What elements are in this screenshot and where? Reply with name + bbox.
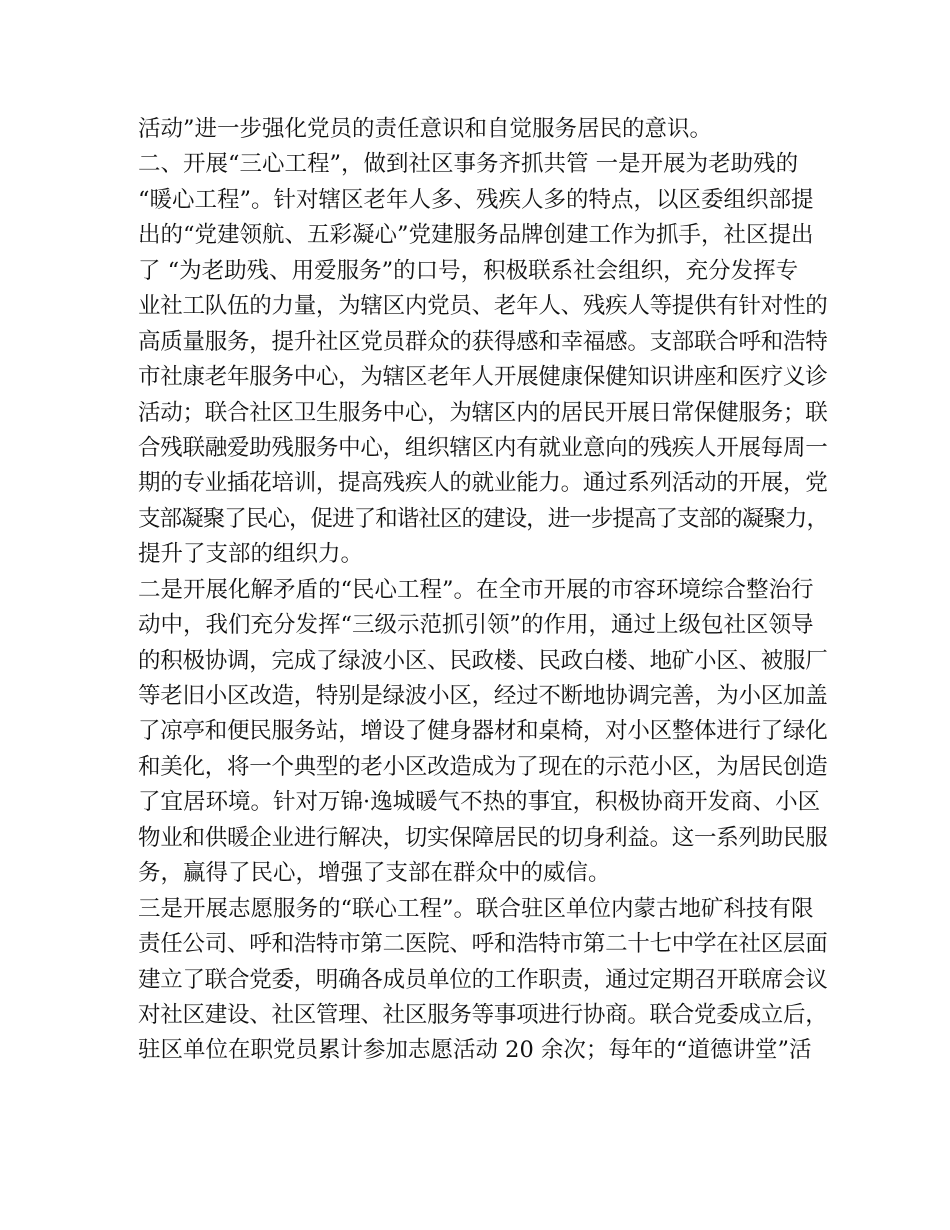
text-line: 务，赢得了民心，增强了支部在群众中的威信。 [138, 860, 611, 887]
text-line: 期的专业插花培训，提高残疾人的就业能力。通过系列活动的开展，党 [138, 470, 828, 497]
paragraph-start-line: 三是开展志愿服务的“联心工程”。联合驻区单位内蒙古地矿科技有限 [138, 895, 814, 922]
text-line: 了凉亭和便民服务站，增设了健身器材和桌椅，对小区整体进行了绿化 [138, 718, 828, 745]
paragraph-start-line: 二是开展化解矛盾的“民心工程”。在全市开展的市容环境综合整治行 [138, 576, 814, 603]
text-line: 高质量服务，提升社区党员群众的获得感和幸福感。支部联合呼和浩特 [138, 328, 828, 355]
document-body [138, 112, 828, 1069]
text-line: 活动；联合社区卫生服务中心，为辖区内的居民开展日常保健服务；联 [138, 399, 828, 426]
text-line: 市社康老年服务中心，为辖区老年人开展健康保健知识讲座和医疗义诊 [138, 364, 828, 391]
text-line: 业社工队伍的力量，为辖区内党员、老年人、残疾人等提供有针对性的 [138, 293, 828, 320]
text-line: 建立了联合党委，明确各成员单位的工作职责，通过定期召开联席会议 [138, 966, 828, 993]
text-line: 的积极协调，完成了绿波小区、民政楼、民政白楼、地矿小区、被服厂 [138, 647, 828, 674]
text-line: 动中，我们充分发挥“三级示范抓引领”的作用，通过上级包社区领导 [138, 612, 814, 639]
text-line: 驻区单位在职党员累计参加志愿活动 20 余次；每年的“道德讲堂”活 [138, 1037, 812, 1064]
text-line: 对社区建设、社区管理、社区服务等事项进行协商。联合党委成立后， [138, 1001, 828, 1028]
text-line: 支部凝聚了民心，促进了和谐社区的建设，进一步提高了支部的凝聚力， [138, 505, 829, 532]
text-line: 提升了支部的组织力。 [138, 541, 364, 568]
text-line: “暖心工程”。针对辖区老年人多、残疾人多的特点，以区委组织部提 [138, 186, 814, 213]
text-line: 了宜居环境。针对万锦·逸城暖气不热的事宜，积极协商开发商、小区 [138, 789, 821, 816]
text-line: 出的“党建领航、五彩凝心”党建服务品牌创建工作为抓手，社区提出 [138, 222, 814, 249]
text-line: 等老旧小区改造，特别是绿波小区，经过不断地协调完善，为小区加盖 [138, 683, 828, 709]
text-line: 物业和供暖企业进行解决，切实保障居民的切身利益。这一系列助民服 [138, 824, 828, 851]
section-heading-line: 二、开展“三心工程”，做到社区事务齐抓共管 一是开展为老助残的 [138, 151, 799, 178]
text-line: 责任公司、呼和浩特市第二医院、呼和浩特市第二十七中学在社区层面 [138, 931, 828, 958]
text-line: 合残联融爱助残服务中心，组织辖区内有就业意向的残疾人开展每周一 [138, 434, 828, 461]
text-line: 了 “为老助残、用爱服务”的口号，积极联系社会组织，充分发挥专 [138, 257, 799, 284]
text-line: 活动”进一步强化党员的责任意识和自觉服务居民的意识。 [138, 116, 713, 142]
text-line: 和美化，将一个典型的老小区改造成为了现在的示范小区，为居民创造 [138, 753, 828, 780]
